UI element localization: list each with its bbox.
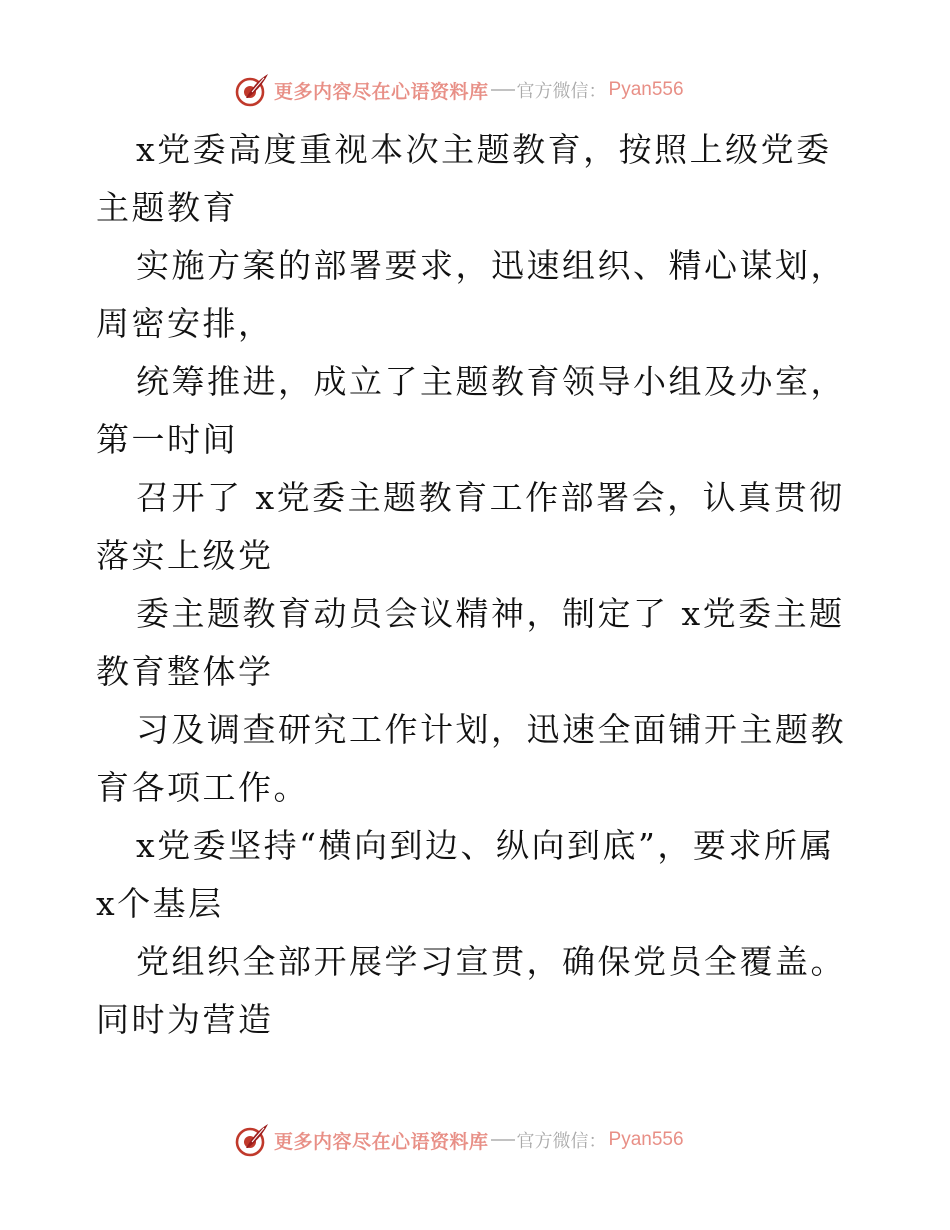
feather-pen-logo-icon bbox=[234, 1122, 270, 1158]
document-body bbox=[96, 121, 856, 1049]
watermark-dash bbox=[491, 1139, 515, 1141]
paragraph: 党组织全部开展学习宣贯，确保党员全覆盖。同时为营造 bbox=[96, 942, 846, 1039]
paragraph: x党委高度重视本次主题教育，按照上级党委主题教育 bbox=[96, 130, 832, 227]
paragraph: 召开了 x党委主题教育工作部署会，认真贯彻落实上级党 bbox=[96, 478, 845, 575]
watermark-sub-text: 官方微信： bbox=[516, 81, 607, 102]
paragraph: 统筹推进，成立了主题教育领导小组及办室，第一时间 bbox=[96, 362, 846, 459]
watermark-main-text: 更多内容尽在心语资料库 bbox=[274, 80, 489, 103]
watermark-dash bbox=[491, 89, 515, 91]
watermark-account: Pyan556 bbox=[608, 79, 684, 100]
paragraph: 委主题教育动员会议精神，制定了 x党委主题教育整体学 bbox=[96, 594, 845, 691]
watermark-sub-text: 官方微信： bbox=[516, 1131, 607, 1152]
feather-pen-logo-icon bbox=[234, 72, 270, 108]
paragraph: 习及调查研究工作计划，迅速全面铺开主题教育各项工作。 bbox=[96, 710, 846, 807]
paragraph: x党委坚持“横向到边、纵向到底”，要求所属 x个基层 bbox=[96, 826, 835, 923]
paragraph: 实施方案的部署要求，迅速组织、精心谋划，周密安排， bbox=[96, 246, 846, 343]
watermark-main-text: 更多内容尽在心语资料库 bbox=[274, 1130, 489, 1153]
footer-watermark bbox=[234, 1122, 684, 1158]
watermark-account: Pyan556 bbox=[608, 1129, 684, 1150]
header-watermark bbox=[234, 72, 684, 108]
